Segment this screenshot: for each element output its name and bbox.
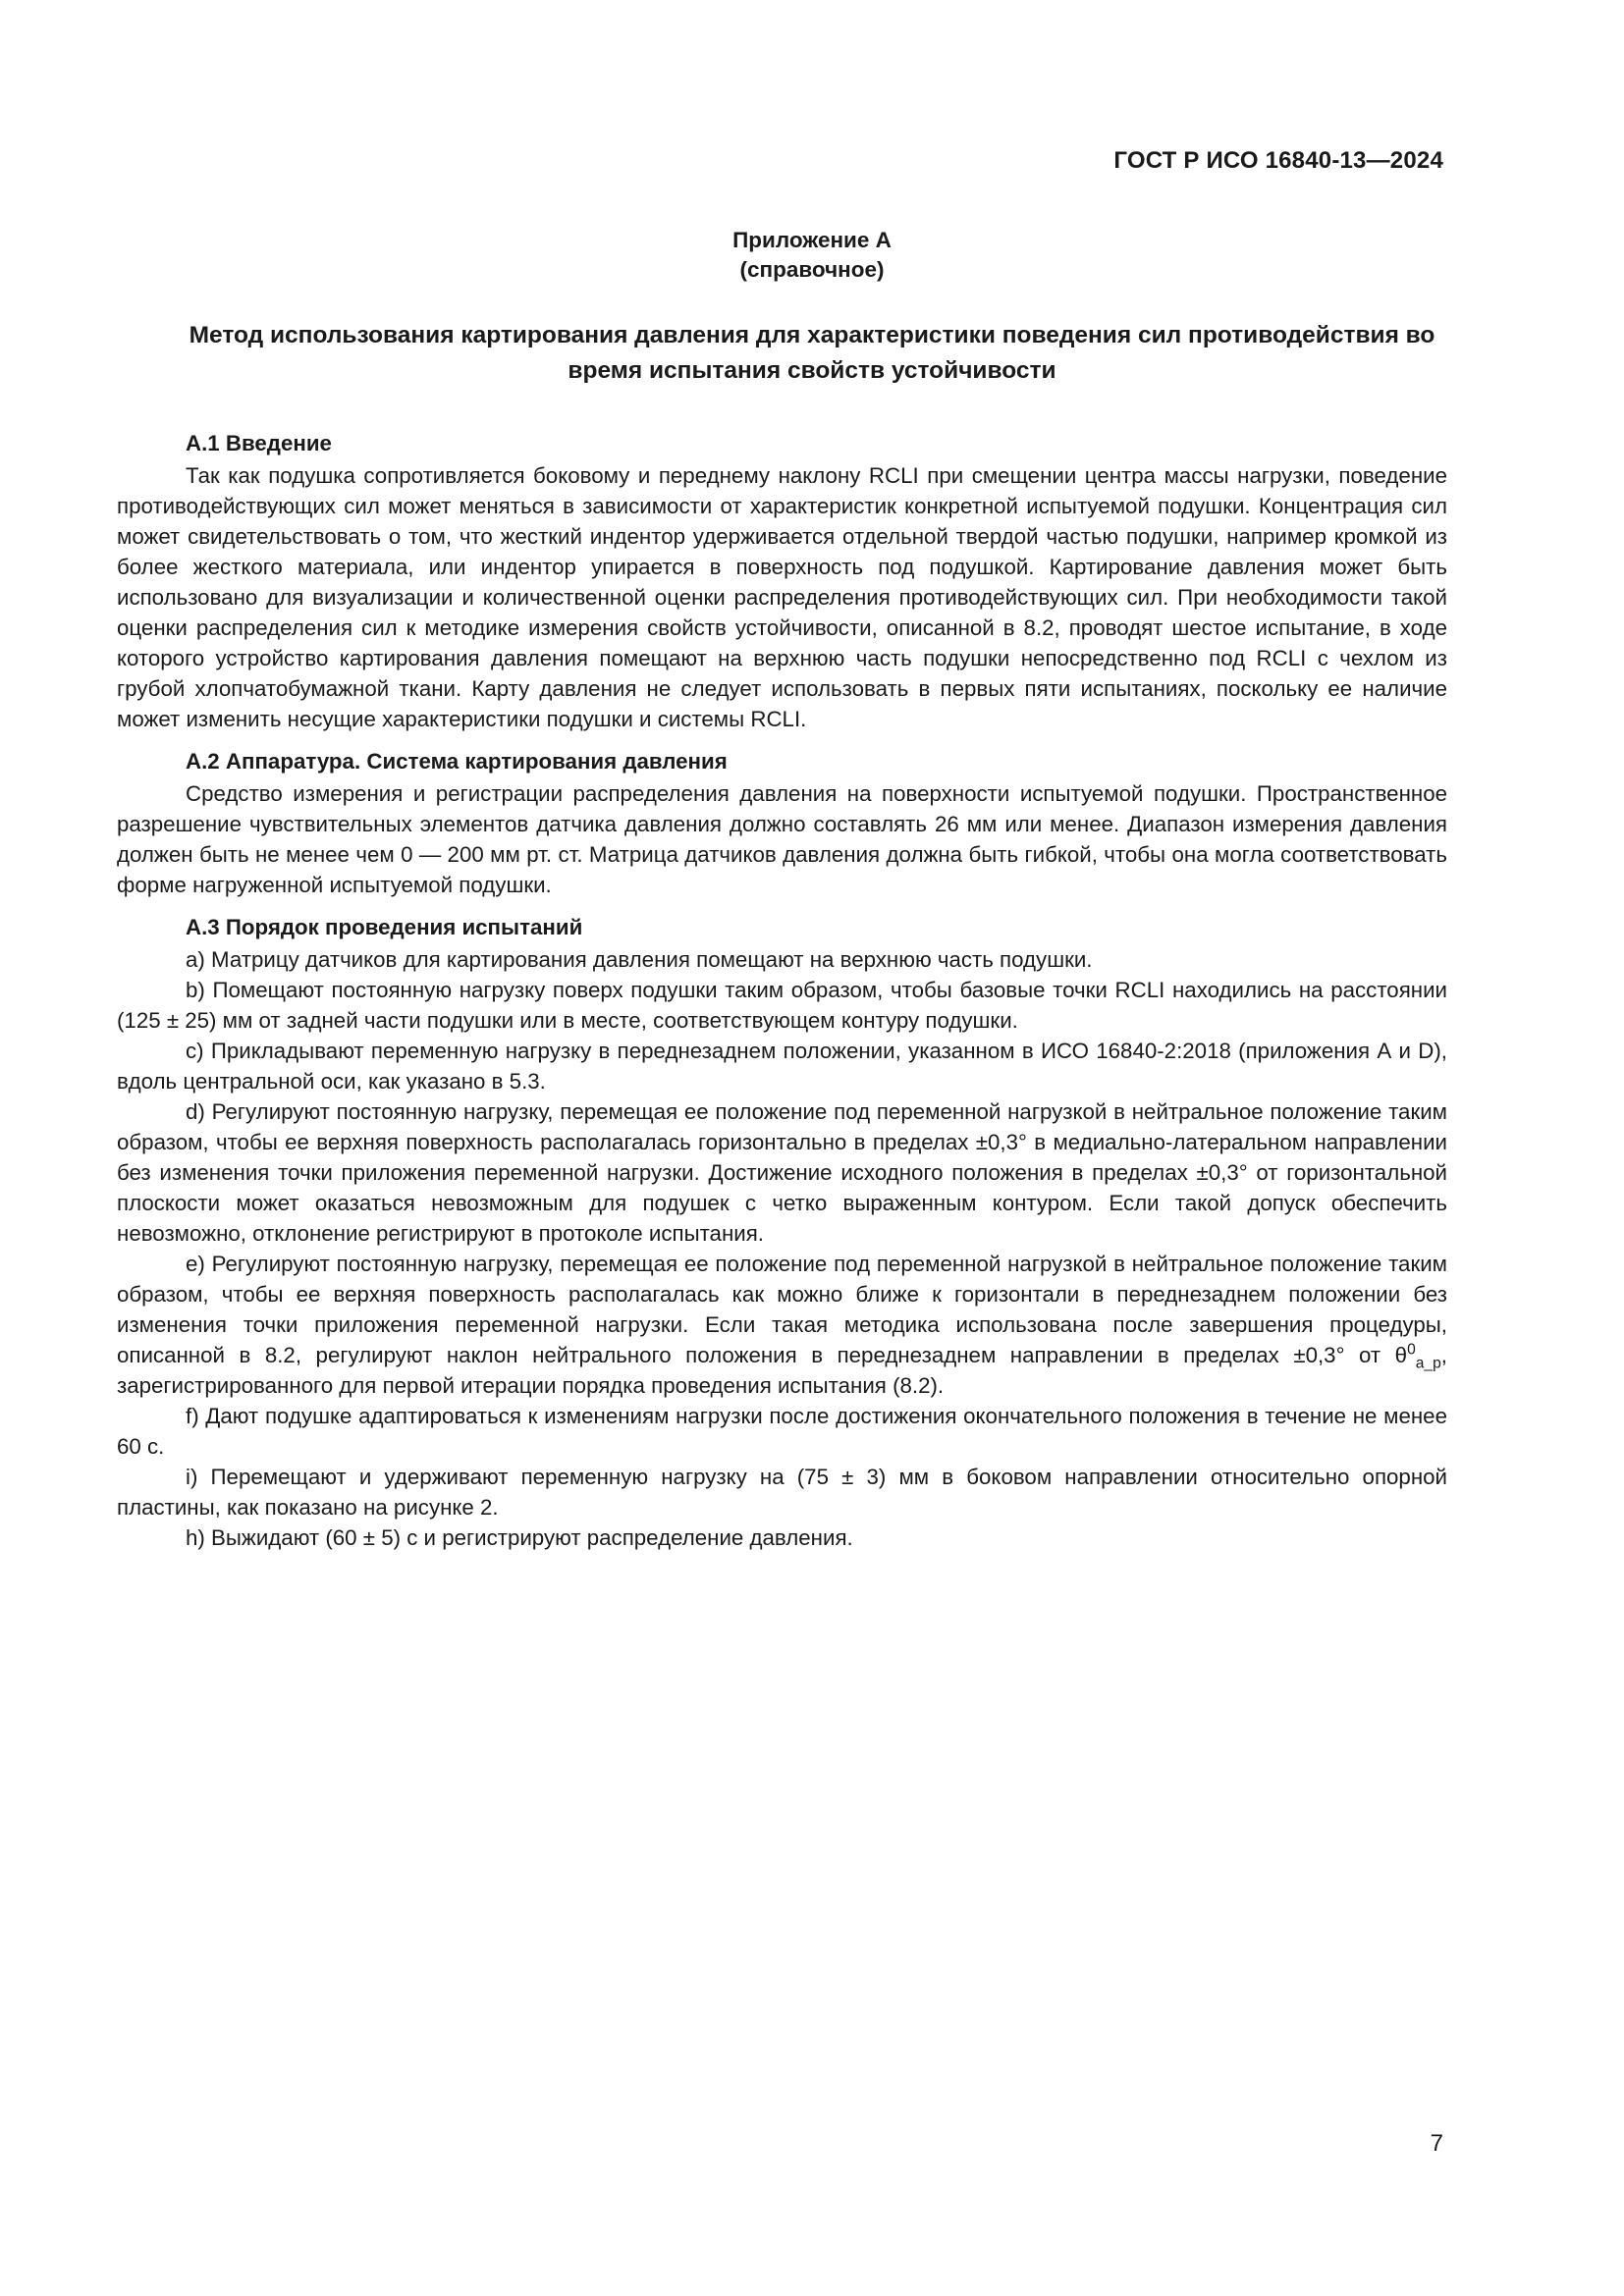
section-heading-a1: А.1 Введение (186, 431, 332, 455)
paragraph: Так как подушка сопротивляется боковому и переднему наклону RCLI при смещении центра массы нагрузки, поведение противодействующих сил может меняться в зависимости от характеристик конкретной испытуемой подушки. Концентрация сил может свидетельствовать о том, что жесткий индентор удерживается отдельной твердой частью подушки, например кромкой из более жесткого материала, или индентор упирается в поверхность под подушкой. Картирование давления может быть использовано для визуализации и количественной оценки распределения противодействующих сил. При необходимости такой оценки распределения сил к методике измерения свойств устойчивости, описанной в 8.2, проводят шестое испытание, в ходе которого устройство картирования давления помещают на верхнюю часть подушки непосредственно под RCLI с чехлом из грубой хлопчатобумажной ткани. Карту давления не следует использовать в первых пяти испытаниях, поскольку ее наличие может изменить несущие характеристики подушки и системы RCLI. (117, 463, 1447, 731)
page-number: 7 (1430, 2130, 1443, 2157)
list-item-e-text-end: , зарегистрированного для первой итерации порядка проведения испытания (8.2). (117, 1343, 1447, 1398)
list-item-e-text: e) Регулируют постоянную нагрузку, перемещая ее положение под переменной нагрузкой в нейтральное положение таким образом, чтобы ее верхняя поверхность располагалась как можно ближе к горизонтали в переднезаднем положении без изменения точки приложения переменной нагрузки. Если такая методика использована после завершения процедуры, описанной в 8.2, регулируют наклон нейтрального положения в переднезаднем направлении в пределах ±0,3° от θ (117, 1252, 1447, 1367)
list-item-c: c) Прикладывают переменную нагрузку в переднезаднем положении, указанном в ИСО 16840-2:2018 (приложения А и D), вдоль центральной оси, как указано в 5.3. (117, 1039, 1447, 1094)
annex-type: (справочное) (739, 257, 885, 282)
list-item-e (117, 1249, 1447, 1401)
list-item-a: a) Матрицу датчиков для картирования давления помещают на верхнюю часть подушки. (186, 947, 1093, 972)
section-heading-a2: А.2 Аппаратура. Система картирования давления (186, 749, 728, 774)
list-item-d: d) Регулируют постоянную нагрузку, перемещая ее положение под переменной нагрузкой в нейтральное положение таким образом, чтобы ее верхняя поверхность располагалась горизонтально в пределах ±0,3° в медиально-латеральном направлении без изменения точки приложения переменной нагрузки. Достижение исходного положения в пределах ±0,3° от горизонтальной плоскости может оказаться невозможным для подушек с четко выраженным контуром. Если такой допуск обеспечить невозможно, отклонение регистрируют в протоколе испытания. (117, 1099, 1447, 1246)
document-body (117, 428, 1447, 1553)
annex-label-block (0, 226, 1624, 285)
document-code: ГОСТ Р ИСО 16840-13—2024 (1113, 147, 1443, 174)
paragraph: Средство измерения и регистрации распределения давления на поверхности испытуемой подушки. Пространственное разрешение чувствительных элементов датчика давления должно составлять 26 мм или менее. Диапазон измерения давления должен быть не менее чем 0 — 200 мм рт. ст. Матрица датчиков давления должна быть гибкой, чтобы она могла соответствовать форме нагруженной испытуемой подушки. (117, 781, 1447, 897)
annex-title: Метод использования картирования давления для характеристики поведения сил противодействия во время испытания свойств устойчивости (189, 322, 1435, 384)
section-heading-a3: А.3 Порядок проведения испытаний (186, 915, 583, 939)
theta-superscript: 0 (1407, 1341, 1416, 1359)
list-item-i: i) Перемещают и удерживают переменную нагрузку на (75 ± 3) мм в боковом направлении относительно опорной пластины, как показано на рисунке 2. (117, 1465, 1447, 1520)
list-item-b: b) Помещают постоянную нагрузку поверх подушки таким образом, чтобы базовые точки RCLI находились на расстоянии (125 ± 25) мм от задней части подушки или в месте, соответствующем контуру подушки. (117, 978, 1447, 1033)
list-item-f: f) Дают подушке адаптироваться к изменениям нагрузки после достижения окончательного положения в течение не менее 60 с. (117, 1404, 1447, 1459)
annex-label: Приложение А (732, 228, 892, 252)
theta-subscript: a_p (1415, 1355, 1441, 1372)
list-item-h: h) Выжидают (60 ± 5) с и регистрируют распределение давления. (186, 1525, 853, 1550)
